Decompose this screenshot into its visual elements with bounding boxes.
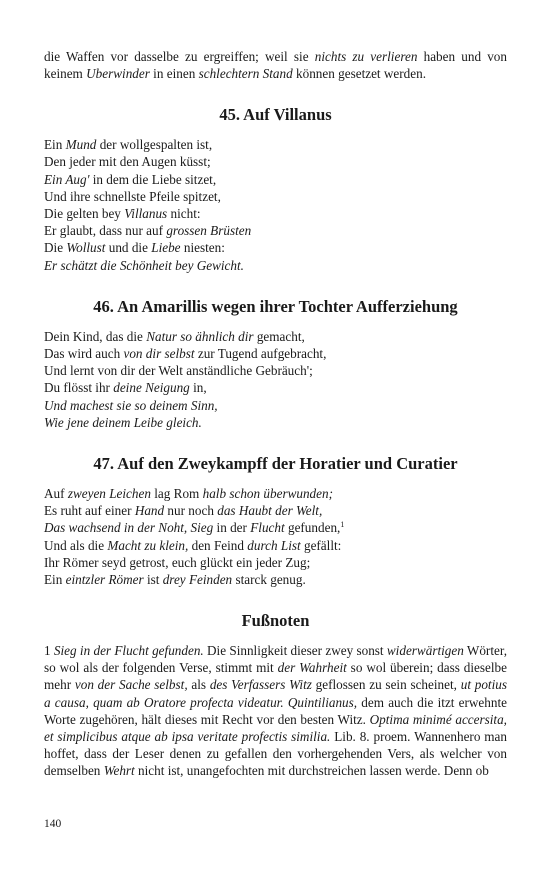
verse-line — [44, 379, 507, 396]
verse-line — [44, 571, 507, 588]
italic-run: Optima minimé accersita, et simplicibus atque ab ipsa veritate profectis similia. — [44, 711, 507, 744]
text-run: Dein Kind, das die — [44, 328, 147, 344]
italic-run: Mund — [65, 137, 97, 153]
section-45 — [44, 104, 507, 274]
text-run: Die gelten bey — [44, 206, 125, 221]
verse-line — [44, 362, 507, 379]
italic-run: Uberwinder — [86, 66, 150, 82]
italic-run: Ein Aug' — [44, 171, 90, 187]
verse-line — [44, 222, 507, 239]
italic-run: Sieg in der Flucht gefunden. — [53, 643, 204, 659]
text-run: Den jeder mit den Augen küsst; — [44, 154, 211, 170]
verse-line — [44, 136, 507, 153]
verse-line — [44, 153, 507, 170]
text-run: Ihr Römer seyd getrost, euch glückt ein jeder Zug; — [44, 554, 311, 570]
italic-run: das Haubt der Welt, — [217, 503, 323, 519]
italic-run: Macht zu klein, — [107, 537, 189, 553]
text-run: starck genug. — [232, 572, 306, 588]
verse-line — [44, 345, 507, 362]
verse-line — [44, 205, 507, 222]
poem — [44, 328, 507, 431]
italic-run: Das wachsend in der Noht, Sieg — [44, 520, 214, 536]
text-run: den Feind — [188, 537, 248, 553]
verse-line — [44, 537, 507, 554]
section-heading: 46. An Amarillis wegen ihrer Tochter Aufferziehung — [93, 296, 458, 316]
verse-line — [44, 519, 507, 536]
text-run: geflossen zu sein scheinet, — [311, 677, 461, 693]
text-run: und die — [105, 240, 152, 256]
text-run: Es ruht auf einer — [44, 503, 135, 519]
text-run: ist — [143, 572, 163, 588]
section-46 — [44, 296, 507, 431]
italic-run: des Verfassers Witz — [209, 677, 312, 693]
italic-run: grossen Brüsten — [166, 223, 252, 239]
italic-run: durch List — [247, 537, 301, 553]
text-run: können gesetzet werden. — [292, 66, 427, 82]
footnote-1 — [44, 642, 507, 779]
text-run: nicht ist, unangefochten mit durchstreichen lassen werde. Denn ob — [134, 762, 489, 778]
verse-line — [44, 554, 507, 571]
italic-run: von dir selbst — [123, 346, 195, 362]
italic-run: Natur so ähnlich dir — [146, 328, 254, 344]
text-run: in der — [213, 520, 251, 536]
verse-line — [44, 414, 507, 431]
italic-run: drey Feinden — [162, 572, 233, 588]
verse-line — [44, 239, 507, 256]
text-run: Wörter, so wol als der folgenden Verse, stimmt mit — [44, 643, 508, 676]
text-run: nur noch — [164, 503, 218, 519]
verse-line — [44, 188, 507, 205]
text-run: so wol überein; dass dieselbe mehr — [44, 660, 507, 693]
italic-run: Wollust — [66, 240, 106, 256]
italic-run: von der Sache selbst, — [74, 677, 188, 693]
verse-line — [44, 171, 507, 188]
intro-paragraph — [44, 48, 507, 82]
text-run: Und ihre schnellste Pfeile spitzet, — [44, 188, 221, 204]
italic-run: deine Neigung — [113, 380, 190, 396]
italic-run: widerwärtigen — [386, 643, 464, 659]
italic-run: Wehrt — [103, 762, 135, 778]
verse-line — [44, 328, 507, 345]
verse-line — [44, 502, 507, 519]
italic-run: ut potius a causa, quam ab Oratore profecta videatur. Quintilianus, — [44, 677, 507, 710]
italic-run: Flucht — [250, 520, 285, 536]
text-run: Auf — [44, 486, 68, 502]
footnotes-heading: Fußnoten — [241, 611, 310, 631]
footnote-ref: 1 — [340, 520, 345, 530]
italic-run: schlechtern Stand — [198, 66, 293, 82]
verse-line — [44, 257, 507, 274]
text-run: Die — [44, 240, 67, 256]
section-heading: 47. Auf den Zweykampff der Horatier und Curatier — [93, 454, 458, 474]
text-run: in, — [189, 380, 207, 396]
section-47 — [44, 453, 507, 588]
text-run: der wollgespalten ist, — [96, 137, 213, 153]
italic-run: Wie jene deinem Leibe gleich. — [44, 414, 202, 430]
italic-run: zweyen Leichen — [67, 486, 151, 502]
verse-line — [44, 397, 507, 414]
text-run: Du flösst ihr — [44, 380, 114, 396]
text-run: Die Sinnligkeit dieser zwey sonst — [203, 643, 387, 659]
text-run: Ein — [44, 572, 66, 588]
text-run: gefällt: — [300, 537, 342, 553]
page-number: 140 — [44, 818, 62, 830]
text-run: Und als die — [44, 537, 108, 553]
italic-run: Er schätzt die Schönheit bey Gewicht. — [44, 257, 244, 273]
page-body — [44, 48, 507, 779]
text-run: Das wird auch — [44, 346, 124, 362]
poem — [44, 485, 507, 588]
verse-line — [44, 485, 507, 502]
section-heading: 45. Auf Villanus — [219, 105, 332, 125]
text-run: 1 — [44, 643, 54, 659]
text-run: niesten: — [180, 240, 225, 256]
italic-run: eintzler Römer — [65, 572, 144, 588]
italic-run: halb schon überwunden; — [202, 486, 333, 502]
text-run: Lib. 8. proem. Wannenhero man hoffet, dass der Leser denen zu gefallen den vorhergehenden Vers, als welcher von demselben — [44, 728, 507, 778]
text-run: lag Rom — [150, 486, 203, 502]
text-run: Er glaubt, dass nur auf — [44, 223, 167, 239]
text-run: zur Tugend aufgebracht, — [194, 346, 327, 362]
poem — [44, 136, 507, 274]
text-run: haben und von keinem — [44, 49, 507, 82]
text-run: als — [187, 677, 210, 693]
text-run: die Waffen vor dasselbe zu ergreiffen; weil sie — [44, 49, 315, 64]
italic-run: nichts zu verlieren — [314, 49, 418, 64]
text-run: in einen — [149, 66, 199, 82]
italic-run: Villanus — [124, 206, 168, 221]
text-run: nicht: — [167, 206, 201, 221]
italic-run: der Wahrheit — [277, 660, 347, 676]
text-run: gefunden, — [284, 520, 341, 536]
italic-run: Hand — [134, 503, 165, 519]
text-run: dem auch die itzt erwehnte Worte zugehören, hält dieses mit Recht vor den besten Witz. — [44, 694, 507, 727]
italic-run: Und machest sie so deinem Sinn, — [44, 397, 218, 413]
text-run: Ein — [44, 137, 66, 153]
text-run: gemacht, — [253, 328, 305, 344]
text-run: Und lernt von dir der Welt anständliche Gebräuch'; — [44, 363, 313, 379]
italic-run: Liebe — [151, 240, 181, 256]
text-run: in dem die Liebe sitzet, — [89, 171, 217, 187]
